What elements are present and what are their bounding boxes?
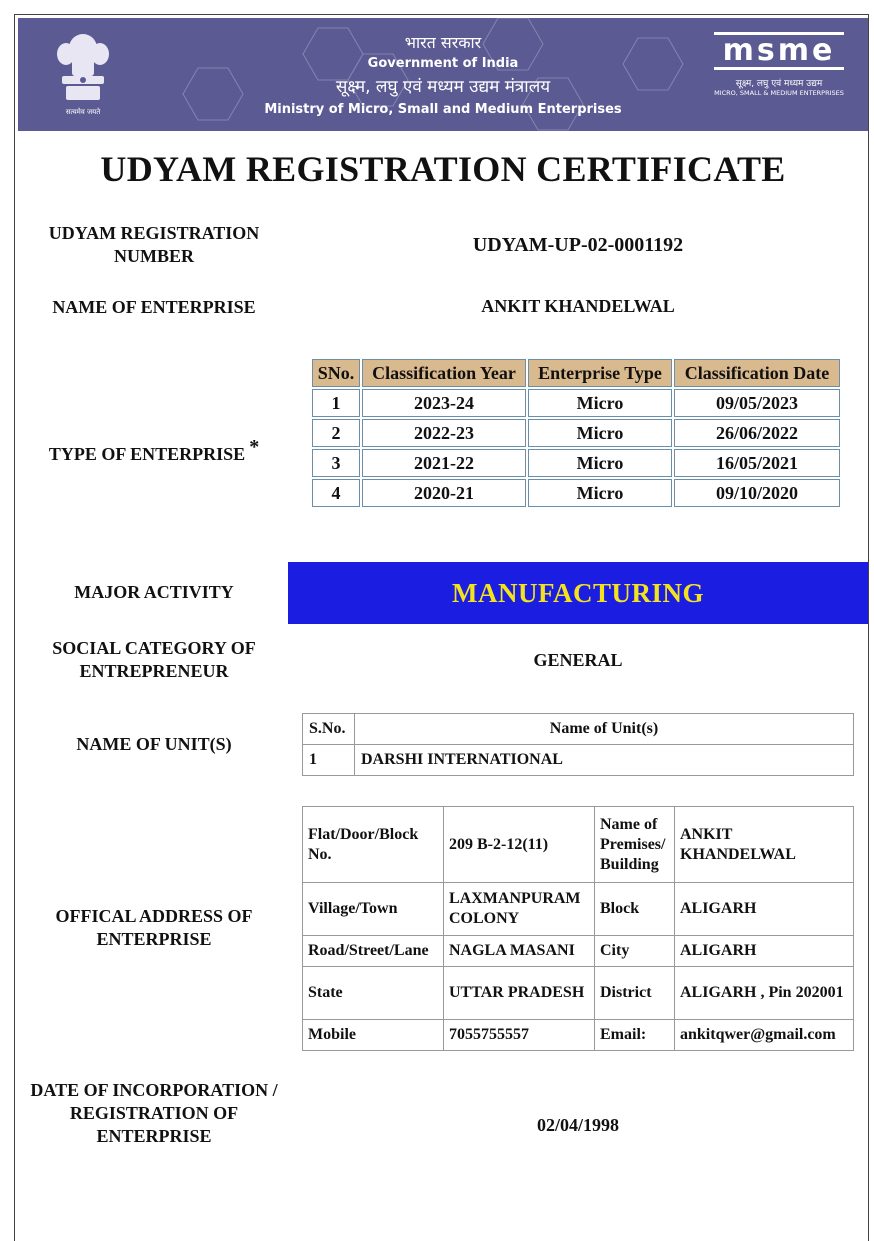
table-row <box>303 883 854 936</box>
social-category-label: SOCIAL CATEGORY OF ENTREPRENEUR <box>52 638 256 681</box>
cell-key: Email: <box>595 1020 675 1051</box>
registration-number-value: UDYAM-UP-02-0001192 <box>472 234 684 256</box>
cell-date: 26/06/2022 <box>674 419 840 447</box>
cell-year: 2020-21 <box>362 479 526 507</box>
cell-year: 2021-22 <box>362 449 526 477</box>
col-classification-date: Classification Date <box>674 359 840 387</box>
cell-type: Micro <box>528 389 672 417</box>
enterprise-name-label: NAME OF ENTERPRISE <box>52 297 256 317</box>
classification-header-row <box>312 359 840 387</box>
cell-key: Flat/Door/Block No. <box>303 807 444 883</box>
msme-logo <box>714 32 844 97</box>
col-sno: S.No. <box>303 714 355 745</box>
cell-date: 16/05/2021 <box>674 449 840 477</box>
cell-value: 7055755557 <box>444 1020 595 1051</box>
cell-key: Name of Premises/ Building <box>595 807 675 883</box>
table-row <box>303 745 854 776</box>
svg-text:सत्यमेव जयते: सत्यमेव जयते <box>65 108 101 116</box>
classification-table <box>310 357 842 509</box>
msme-english-subtitle: MICRO, SMALL & MEDIUM ENTERPRISES <box>714 89 844 97</box>
cell-date: 09/05/2023 <box>674 389 840 417</box>
cell-sno: 3 <box>312 449 360 477</box>
table-row <box>312 479 840 507</box>
cell-key: District <box>595 967 675 1020</box>
incorporation-date-value: 02/04/1998 <box>536 1115 619 1135</box>
cell-value: LAXMANPURAM COLONY <box>444 883 595 936</box>
msme-hindi-subtitle: सूक्ष्म, लघु एवं मध्यम उद्यम <box>735 79 823 89</box>
cell-year: 2022-23 <box>362 419 526 447</box>
cell-key: Village/Town <box>303 883 444 936</box>
email-value: ankitqwer@gmail.com <box>675 1020 854 1051</box>
msme-wordmark: msme <box>714 32 844 70</box>
cell-key: State <box>303 967 444 1020</box>
col-enterprise-type: Enterprise Type <box>528 359 672 387</box>
major-activity-value: MANUFACTURING <box>288 562 868 624</box>
cell-value: ALIGARH <box>675 883 854 936</box>
cell-sno: 1 <box>312 389 360 417</box>
units-table <box>302 713 854 776</box>
certificate-frame <box>14 14 869 1241</box>
table-row <box>303 1020 854 1051</box>
cell-sno: 1 <box>303 745 355 776</box>
cell-value: UTTAR PRADESH <box>444 967 595 1020</box>
cell-sno: 2 <box>312 419 360 447</box>
cell-sno: 4 <box>312 479 360 507</box>
cell-value: ALIGARH <box>675 936 854 967</box>
cell-type: Micro <box>528 479 672 507</box>
table-row <box>312 389 840 417</box>
cell-value: NAGLA MASANI <box>444 936 595 967</box>
cell-year: 2023-24 <box>362 389 526 417</box>
ministry-text: Ministry of Micro, Small and Medium Enterprises <box>264 102 622 117</box>
major-activity-label: MAJOR ACTIVITY <box>74 582 234 602</box>
type-of-enterprise-label: TYPE OF ENTERPRISE * <box>48 436 260 464</box>
table-row <box>303 967 854 1020</box>
cell-date: 09/10/2020 <box>674 479 840 507</box>
col-unit-name: Name of Unit(s) <box>355 714 854 745</box>
hindi-ministry-text: सूक्ष्म, लघु एवं मध्यम उद्यम मंत्रालय <box>335 77 551 97</box>
asterisk-mark: * <box>249 436 260 458</box>
address-label: OFFICAL ADDRESS OF ENTERPRISE <box>55 906 253 949</box>
enterprise-name-value: ANKIT KHANDELWAL <box>481 296 675 316</box>
incorporation-label: DATE OF INCORPORATION / REGISTRATION OF ENTERPRISE <box>30 1080 278 1146</box>
cell-value: ALIGARH , Pin 202001 <box>675 967 854 1020</box>
header-banner <box>18 18 868 131</box>
units-header-row <box>303 714 854 745</box>
government-of-india-text: Government of India <box>367 56 519 71</box>
cell-key: Block <box>595 883 675 936</box>
registration-number-label: UDYAM REGISTRATION NUMBER <box>48 223 260 266</box>
banner-title-block <box>198 32 688 120</box>
col-sno: SNo. <box>312 359 360 387</box>
cell-value: 209 B-2-12(11) <box>444 807 595 883</box>
cell-unit-name: DARSHI INTERNATIONAL <box>355 745 854 776</box>
national-emblem-icon <box>52 30 114 118</box>
table-row <box>303 936 854 967</box>
table-row <box>312 449 840 477</box>
cell-type: Micro <box>528 449 672 477</box>
cell-key: Road/Street/Lane <box>303 936 444 967</box>
social-category-value: GENERAL <box>533 650 623 670</box>
certificate-title: UDYAM REGISTRATION CERTIFICATE <box>100 149 786 189</box>
col-classification-year: Classification Year <box>362 359 526 387</box>
address-table <box>302 806 854 1051</box>
cell-key: Mobile <box>303 1020 444 1051</box>
table-row <box>312 419 840 447</box>
units-label: NAME OF UNIT(S) <box>76 734 232 754</box>
cell-key: City <box>595 936 675 967</box>
table-row <box>303 807 854 883</box>
cell-type: Micro <box>528 419 672 447</box>
cell-value: ANKIT KHANDELWAL <box>675 807 854 883</box>
hindi-government-text: भारत सरकार <box>404 33 482 52</box>
